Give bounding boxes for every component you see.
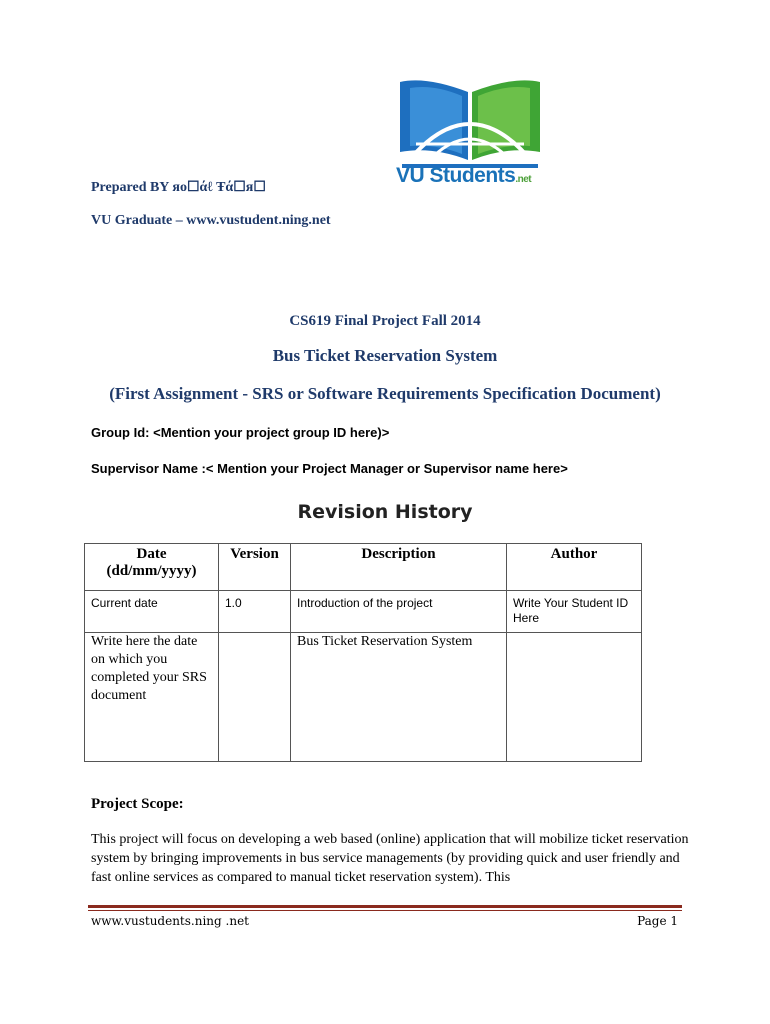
table-row (85, 591, 642, 633)
project-scope-heading: Project Scope: (91, 796, 184, 812)
course-title: CS619 Final Project Fall 2014 (289, 313, 481, 329)
vu-students-logo (396, 74, 544, 192)
footer-divider-thin (88, 910, 682, 911)
logo-wordmark: VU Students.net (396, 164, 532, 187)
page-number: Page 1 (637, 914, 678, 928)
description-column-header: Description (291, 544, 507, 591)
table-header-row (85, 544, 642, 591)
author-cell (507, 633, 642, 762)
footer-url: www.vustudents.ning .net (91, 914, 249, 928)
open-book-globe-icon (396, 74, 544, 170)
project-title: Bus Ticket Reservation System (272, 346, 498, 365)
version-column-header: Version (219, 544, 291, 591)
date-column-header: Date (dd/mm/yyyy) (85, 544, 219, 591)
assignment-title: (First Assignment - SRS or Software Requirements Specification Document) (109, 384, 661, 403)
group-id: Group Id: <Mention your project group ID here)> (91, 425, 390, 440)
table-row (85, 633, 642, 762)
project-scope-body: This project will focus on developing a web based (online) application that will mobilize ticket reservation system by bringing improvements in bus service managements (by providing quick and user friendly and fast online services as compared to manual ticket reservation system). This (91, 832, 689, 885)
revision-history-table (84, 543, 642, 762)
description-cell: Bus Ticket Reservation System (291, 633, 507, 762)
author-column-header: Author (507, 544, 642, 591)
prepared-by: Prepared BY яo☐άℓ Ŧά☐я☐ (91, 180, 266, 195)
author-cell: Write Your Student ID Here (507, 591, 642, 633)
version-cell: 1.0 (219, 591, 291, 633)
date-cell: Current date (85, 591, 219, 633)
supervisor-name: Supervisor Name :< Mention your Project Manager or Supervisor name here> (91, 461, 568, 476)
footer-divider (88, 905, 682, 908)
revision-history-title: Revision History (297, 501, 473, 523)
description-cell: Introduction of the project (291, 591, 507, 633)
date-cell: Write here the date on which you completed your SRS document (85, 633, 219, 762)
version-cell (219, 633, 291, 762)
graduate-line: VU Graduate – www.vustudent.ning.net (91, 213, 331, 228)
